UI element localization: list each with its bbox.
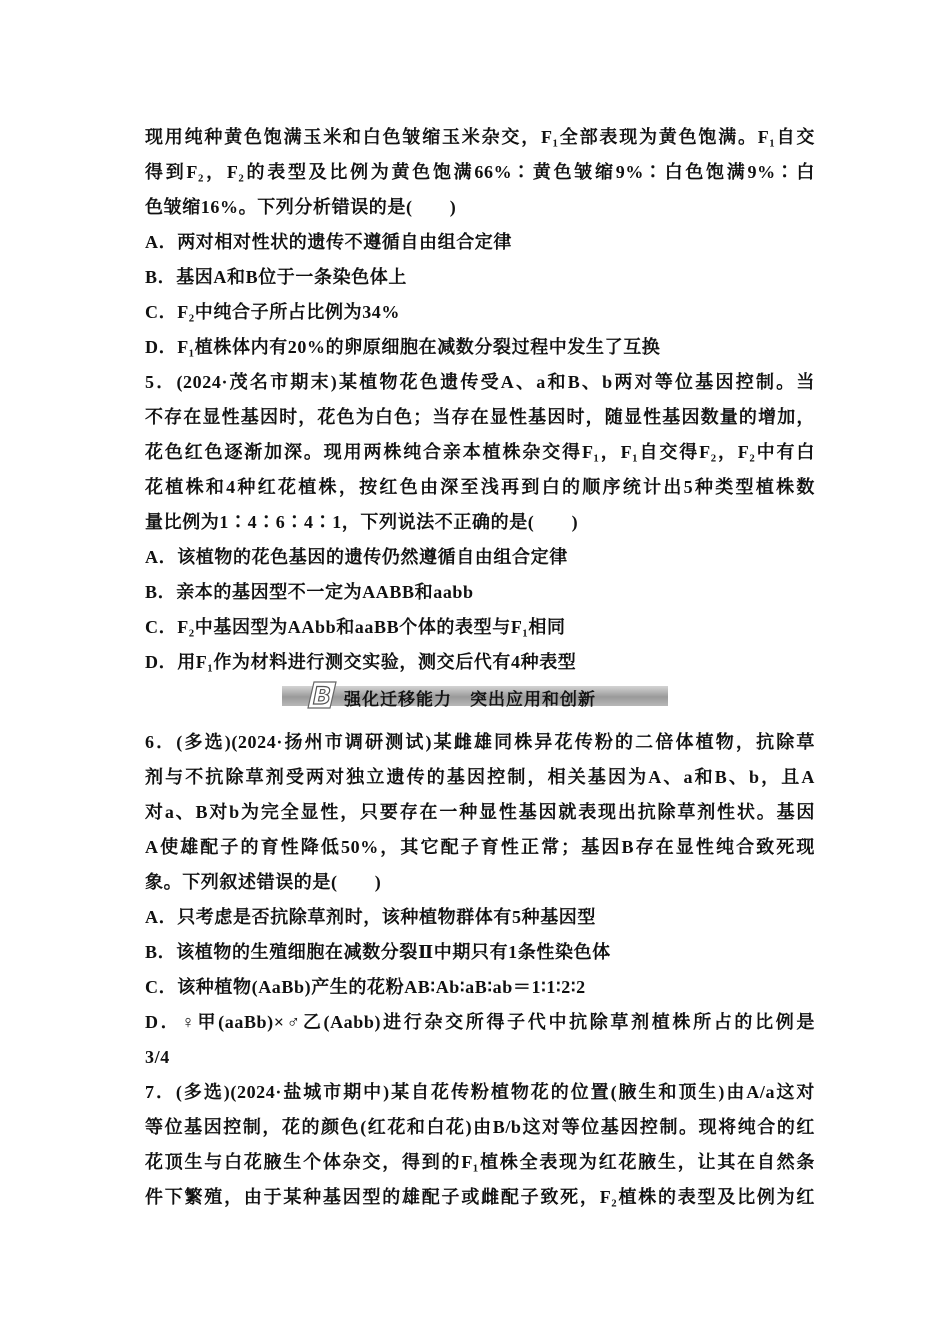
q4-option-d: D．F₁植株体内有20%的卵原细胞在减数分裂过程中发生了互换 bbox=[145, 337, 661, 357]
q6-stem-line-3: 对a、B对b为完全显性，只要存在一种显性基因就表现出抗除草剂性状。基因 bbox=[145, 802, 815, 822]
q4-option-a: A．两对相对性状的遗传不遵循自由组合定律 bbox=[145, 232, 512, 252]
q4-stem-line-2: 得到F₂，F₂的表型及比例为黄色饱满66%∶黄色皱缩9%∶白色饱满9%∶白 bbox=[145, 162, 815, 182]
q4-stem-line-1: 现用纯种黄色饱满玉米和白色皱缩玉米杂交，F₁全部表现为黄色饱满。F₁自交 bbox=[145, 127, 815, 147]
q5-option-c: C．F₂中基因型为AAbb和aaBB个体的表型与F₁相同 bbox=[145, 617, 566, 637]
q5-option-a: A．该植物的花色基因的遗传仍然遵循自由组合定律 bbox=[145, 547, 568, 567]
q6-stem-line-1: 6．(多选)(2024·扬州市调研测试)某雌雄同株异花传粉的二倍体植物，抗除草 bbox=[145, 732, 815, 752]
q4-option-c: C．F₂中纯合子所占比例为34% bbox=[145, 302, 400, 322]
q6-option-d-continued: 3/4 bbox=[145, 1047, 170, 1067]
q7-stem-line-2: 等位基因控制，花的颜色(红花和白花)由B/b这对等位基因控制。现将纯合的红 bbox=[145, 1117, 815, 1137]
section-b-badge-icon bbox=[304, 680, 338, 710]
q6-option-d: D．♀甲(aaBb)×♂乙(Aabb)进行杂交所得子代中抗除草剂植株所占的比例是 bbox=[145, 1012, 815, 1032]
q6-stem-line-5: 象。下列叙述错误的是( ) bbox=[145, 872, 382, 892]
q5-stem-line-5: 量比例为1∶4∶6∶4∶1，下列说法不正确的是( ) bbox=[145, 512, 579, 532]
q5-stem-line-4: 花植株和4种红花植株，按红色由深至浅再到白的顺序统计出5种类型植株数 bbox=[145, 477, 815, 497]
q6-stem-line-2: 剂与不抗除草剂受两对独立遗传的基因控制，相关基因为A、a和B、b，且A bbox=[145, 767, 815, 787]
q4-option-b: B．基因A和B位于一条染色体上 bbox=[145, 267, 408, 287]
q6-stem-line-4: A使雄配子的育性降低50%，其它配子育性正常；基因B存在显性纯合致死现 bbox=[145, 837, 815, 857]
q6-option-a: A．只考虑是否抗除草剂时，该种植物群体有5种基因型 bbox=[145, 907, 596, 927]
q4-stem-line-3: 色皱缩16%。下列分析错误的是( ) bbox=[145, 197, 457, 217]
q7-stem-line-3: 花顶生与白花腋生个体杂交，得到的F₁植株全表现为红花腋生，让其在自然条 bbox=[145, 1152, 815, 1172]
section-title: 强化迁移能力 突出应用和创新 bbox=[344, 690, 596, 710]
q5-stem-line-2: 不存在显性基因时，花色为白色；当存在显性基因时，随显性基因数量的增加， bbox=[145, 407, 815, 427]
q5-option-d: D．用F₁作为材料进行测交实验，测交后代有4种表型 bbox=[145, 652, 577, 672]
q5-stem-line-3: 花色红色逐渐加深。现用两株纯合亲本植株杂交得F₁，F₁自交得F₂，F₂中有白 bbox=[145, 442, 815, 462]
q7-stem-line-4: 件下繁殖，由于某种基因型的雄配子或雌配子致死，F₂植株的表型及比例为红 bbox=[145, 1187, 815, 1207]
q6-option-c: C．该种植物(AaBb)产生的花粉AB∶Ab∶aB∶ab＝1∶1∶2∶2 bbox=[145, 977, 586, 997]
q7-stem-line-1: 7．(多选)(2024·盐城市期中)某自花传粉植物花的位置(腋生和顶生)由A/a这对 bbox=[145, 1082, 815, 1102]
q5-option-b: B．亲本的基因型不一定为AABB和aabb bbox=[145, 582, 474, 602]
section-banner bbox=[282, 680, 668, 710]
q6-option-b: B．该植物的生殖细胞在减数分裂Ⅱ中期只有1条性染色体 bbox=[145, 942, 611, 962]
section-letter: B bbox=[312, 682, 332, 710]
q5-stem-line-1: 5．(2024·茂名市期末)某植物花色遗传受A、a和B、b两对等位基因控制。当 bbox=[145, 372, 815, 392]
